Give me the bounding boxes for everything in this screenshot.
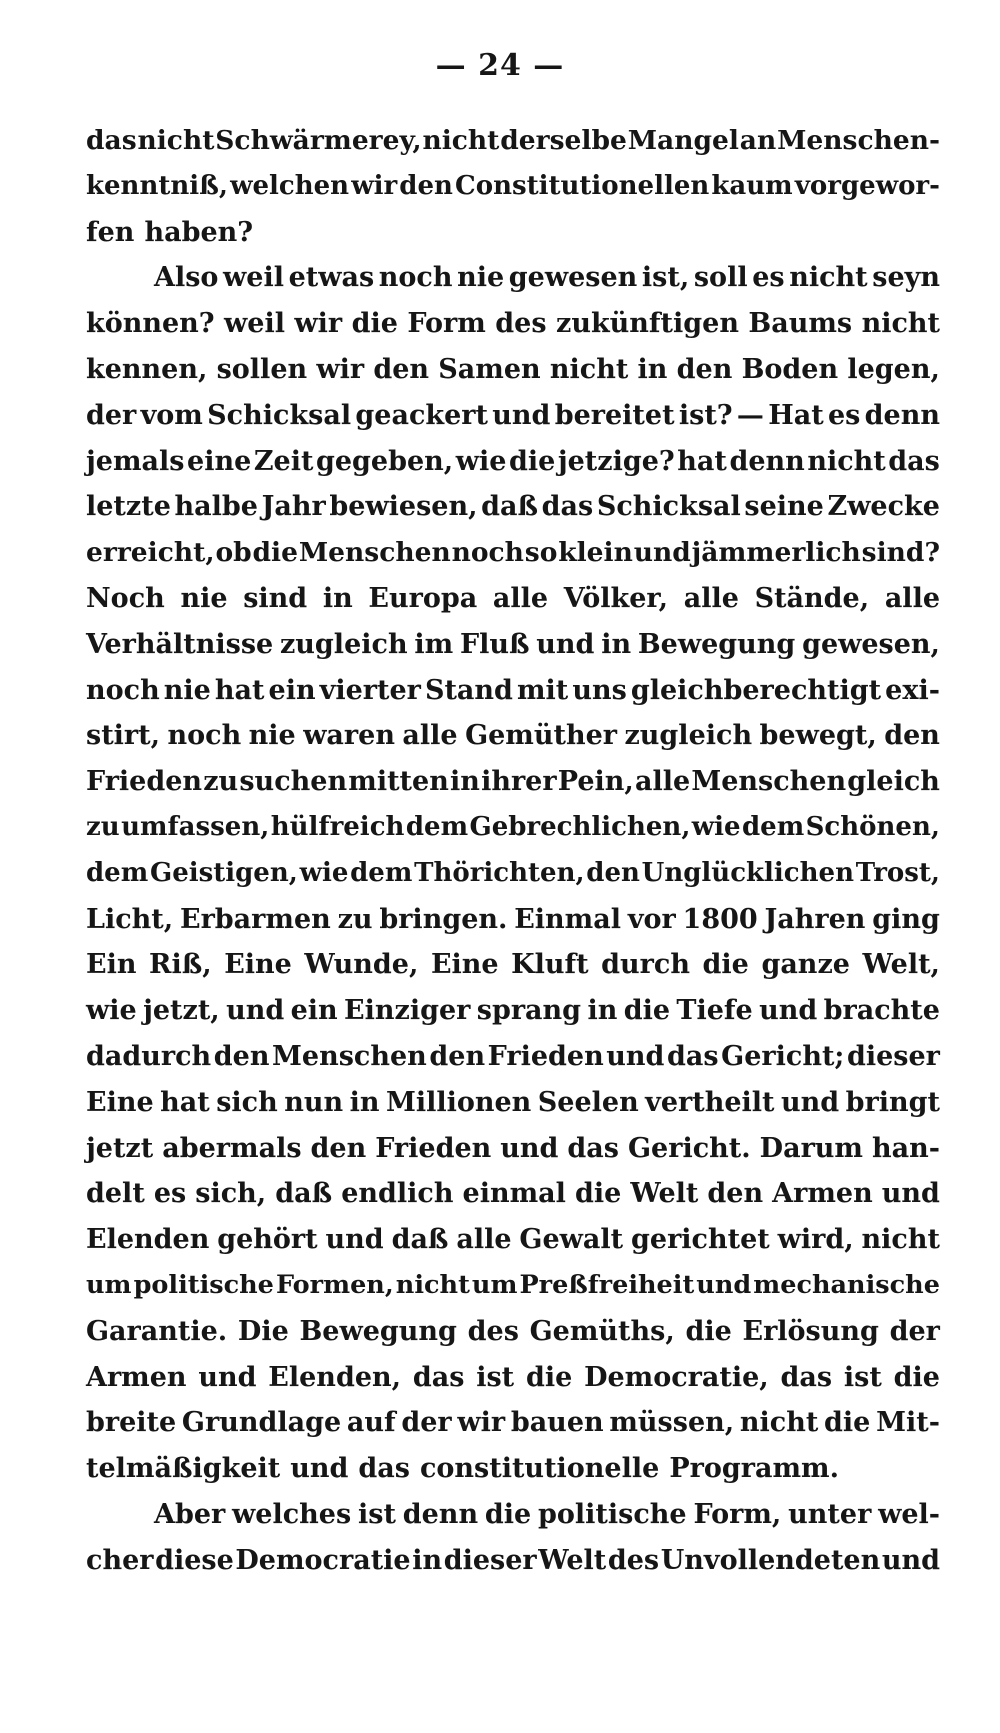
text-line: zu umfassen, hülfreich dem Gebrechlichen, wie dem Schönen, xyxy=(86,811,940,842)
page-number: — 24 — xyxy=(435,48,565,83)
text-line: jemals eine Zeit gegeben, wie die jetzige? hat denn nicht das xyxy=(86,445,940,477)
text-line: der vom Schicksal geackert und bereitet ist? — Hat es denn xyxy=(86,399,940,431)
text-line: cher diese Democratie in dieser Welt des Unvollendeten und xyxy=(86,1544,940,1576)
text-line: breite Grundlage auf der wir bauen müssen, nicht die Mit- xyxy=(86,1407,940,1439)
text-line: erreicht, ob die Menschen noch so klein und jämmerlich sind? xyxy=(86,537,940,569)
text-line: Eine hat sich nun in Millionen Seelen vertheilt und bringt xyxy=(86,1086,940,1118)
text-line: letzte halbe Jahr bewiesen, daß das Schicksal seine Zwecke xyxy=(86,491,940,523)
text-line: jetzt abermals den Frieden und das Gericht. Darum han- xyxy=(86,1132,940,1164)
text-line: können? weil wir die Form des zukünftigen Baums nicht xyxy=(86,308,940,340)
text-line: Frieden zu suchen mitten in ihrer Pein, alle Menschen gleich xyxy=(86,766,940,798)
text-line: Noch nie sind in Europa alle Völker, alle Stände, alle xyxy=(86,582,940,614)
text-line: Also weil etwas noch nie gewesen ist, soll es nicht seyn xyxy=(154,262,940,294)
text-line: telmäßigkeit und das constitutionelle Programm. xyxy=(86,1453,839,1485)
text-line: kennen, sollen wir den Samen nicht in den Boden legen, xyxy=(86,353,940,385)
text-line: wie jetzt, und ein Einziger sprang in die Tiefe und brachte xyxy=(86,995,940,1027)
text-line: stirt, noch nie waren alle Gemüther zugleich bewegt, den xyxy=(86,720,940,752)
text-line: Garantie. Die Bewegung des Gemüths, die Erlösung der xyxy=(86,1315,940,1347)
text-line: dem Geistigen, wie dem Thörichten, den Unglücklichen Trost, xyxy=(86,857,940,888)
text-line: Elenden gehört und daß alle Gewalt gerichtet wird, nicht xyxy=(86,1224,940,1256)
text-line: dadurch den Menschen den Frieden und das Gericht; dieser xyxy=(86,1040,940,1072)
text-line: noch nie hat ein vierter Stand mit uns gleichberechtigt exi- xyxy=(86,674,940,706)
text-line: Aber welches ist denn die politische Form, unter wel- xyxy=(154,1498,940,1530)
text-line: fen haben? xyxy=(86,216,254,248)
text-line: Armen und Elenden, das ist die Democratie, das ist die xyxy=(86,1361,940,1393)
text-line: das nicht Schwärmerey, nicht derselbe Mangel an Menschen- xyxy=(86,125,940,156)
text-line: um politische Formen, nicht um Preßfreiheit und mechanische xyxy=(86,1269,940,1300)
body-text xyxy=(86,118,940,1584)
text-line: delt es sich, daß endlich einmal die Welt den Armen und xyxy=(86,1178,940,1210)
text-line: kenntniß, welchen wir den Constitutionellen kaum vorgewor- xyxy=(86,170,940,201)
text-line: Verhältnisse zugleich im Fluß und in Bewegung gewesen, xyxy=(86,628,940,660)
text-line: Ein Riß, Eine Wunde, Eine Kluft durch die ganze Welt, xyxy=(86,949,940,981)
text-line: Licht, Erbarmen zu bringen. Einmal vor 1800 Jahren ging xyxy=(86,903,940,935)
